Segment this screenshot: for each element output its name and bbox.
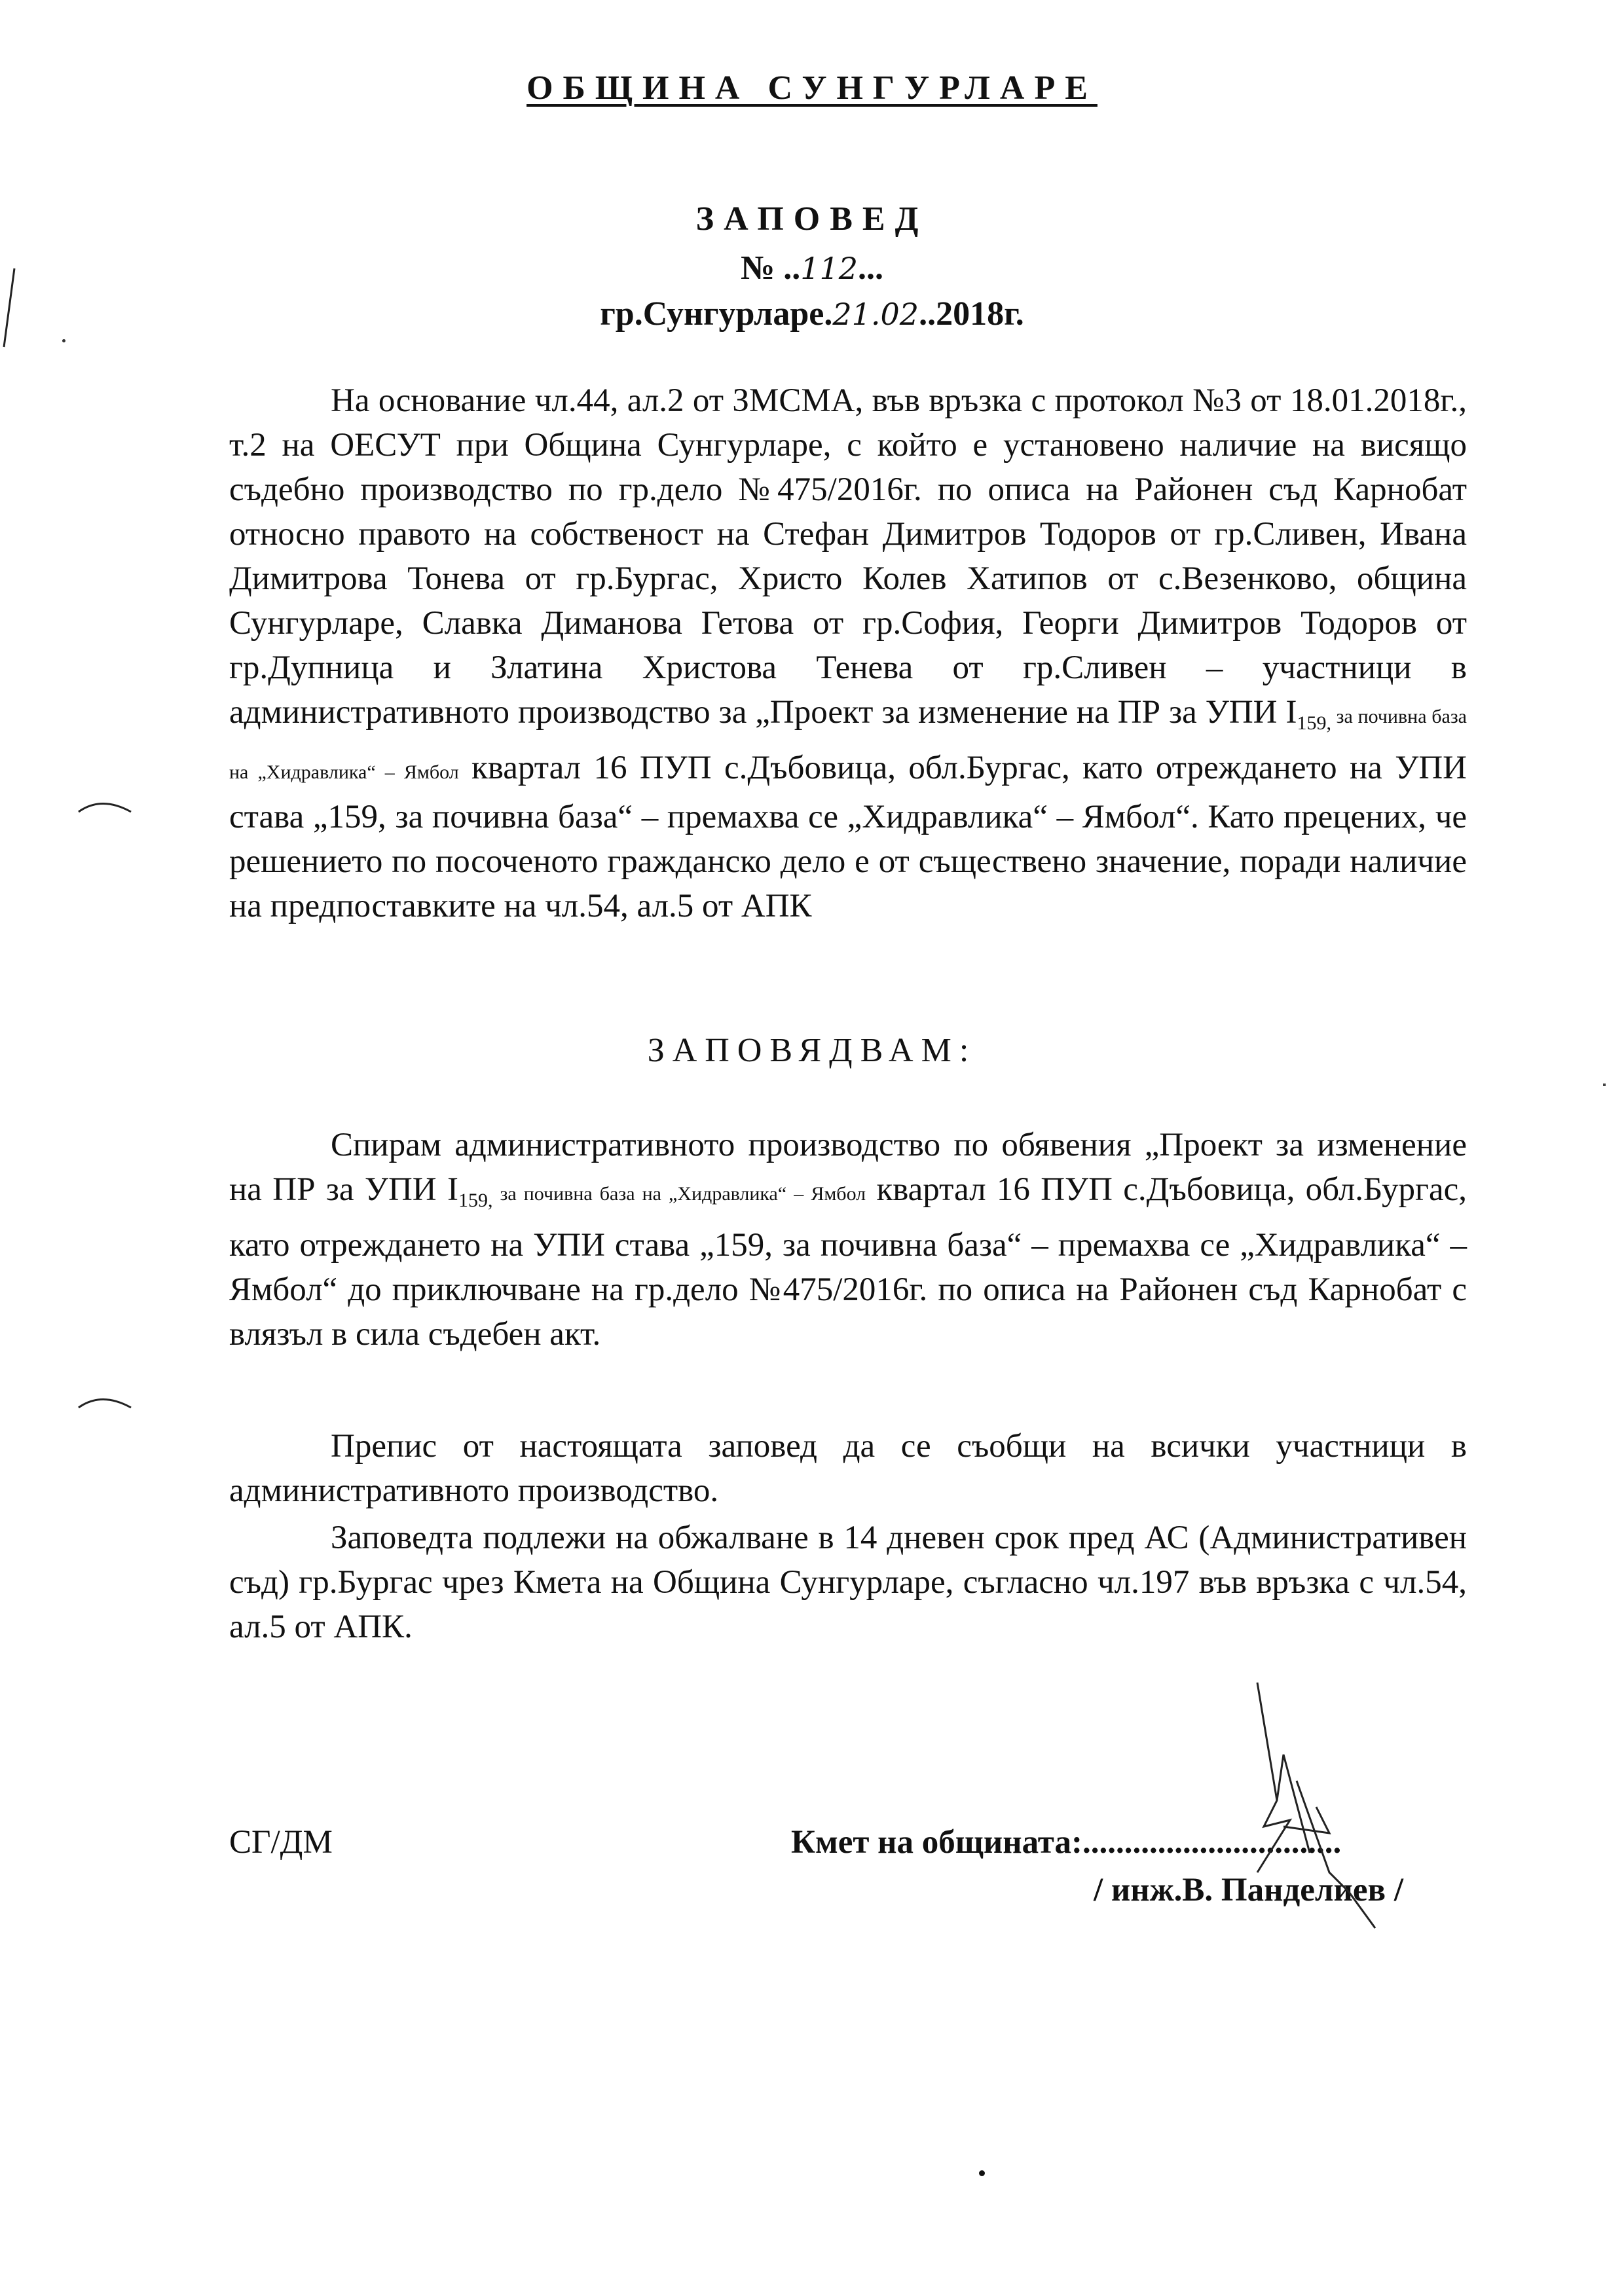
order-year: ..2018г. bbox=[919, 295, 1024, 333]
order-place-date bbox=[0, 295, 1624, 333]
order-date-handwritten: 21.02 bbox=[832, 297, 919, 332]
notice-paragraph: Препис от настоящата заповед да се съобщи на всички участници в административното производство. bbox=[229, 1428, 1467, 1509]
order-place: гр.Сунгурларе. bbox=[600, 295, 833, 333]
punch-hole-mark bbox=[75, 1388, 134, 1414]
order-number-handwritten: 112 bbox=[800, 251, 858, 286]
handwritten-signature bbox=[1218, 1676, 1388, 1931]
order-title: ЗАПОВЕД bbox=[695, 200, 929, 238]
preamble-text-a: На основание чл.44, ал.2 от ЗМСМА, във връзка с протокол №3 от 18.01.2018г., т.2 на ОЕСУТ при Община Сунгурларе, с който е установено наличие на висящо съдебно производство по гр.дело №475/2016г. по описа на Районен съд Карнобат относно правото на собственост на Стефан Димитров Тодоров от гр.Сливен, Ивана Димитрова Тонева от гр.Бургас, Христо Колев Хатипов от с.Везенково, община Сунгурларе, Славка Диманова Гетова от гр.София, Георги Димитров Тодоров от гр.Дупница и Златина Христова Тенева от гр.Сливен – участници в административното производство за „Проект за изменение на ПР за УПИ I bbox=[229, 382, 1467, 731]
mayor-signature-line: Кмет на общината:............................... bbox=[791, 1824, 1342, 1861]
preamble-text-b: квартал 16 ПУП с.Дъбовица, обл.Бургас, като отреждането на УПИ става „159, за почивна база“ – премахва се „Хидравлика“ – Ямбол“. Като прецених, че решението по посоченото гражданско дело е от съществено значение, поради наличие на предпоставките на чл.54, ал.5 от АПК bbox=[229, 750, 1467, 924]
order-text-b: квартал 16 ПУП с.Дъбовица, обл.Бургас, като отреждането на УПИ става „159, за почивна база“ – премахва се „Хидравлика“ – Ямбол“ до приключване на гр.дело №475/2016г. по описа на Районен съд Карнобат с влязъл в сила съдебен акт. bbox=[229, 1171, 1467, 1353]
order-paragraph bbox=[229, 1123, 1467, 1357]
order-text-a: Спирам административното производство по обявения „Проект за изменение на ПР за УПИ I bbox=[229, 1127, 1467, 1208]
mayor-name: / инж.В. Панделиев / bbox=[1094, 1872, 1404, 1908]
order-number-prefix: № .. bbox=[740, 249, 801, 287]
preamble-small-text: за почивна база на „Хидравлика“ – Ямбол bbox=[229, 706, 1467, 783]
scan-dot bbox=[62, 339, 65, 342]
order-number bbox=[0, 249, 1624, 287]
preamble-subscript: 159, bbox=[1297, 712, 1331, 734]
order-heading: ЗАПОВЯДВАМ: bbox=[647, 1032, 977, 1069]
punch-hole-mark bbox=[75, 792, 134, 818]
scan-mark bbox=[0, 265, 20, 350]
preamble-paragraph bbox=[229, 378, 1467, 928]
order-number-suffix: ... bbox=[858, 249, 884, 287]
scan-dot bbox=[1603, 1084, 1606, 1086]
order-small-text: за почивна база на „Хидравлика“ – Ямбол bbox=[492, 1183, 866, 1205]
scan-dot bbox=[979, 2170, 985, 2176]
initials: СГ/ДМ bbox=[229, 1824, 333, 1861]
order-subscript: 159, bbox=[458, 1190, 493, 1211]
municipality-header: ОБЩИНА СУНГУРЛАРЕ bbox=[526, 69, 1098, 107]
appeal-paragraph: Заповедта подлежи на обжалване в 14 дневен срок пред АС (Административен съд) гр.Бургас чрез Кмета на Община Сунгурларе, съгласно чл.197 във връзка с чл.54, ал.5 от АПК. bbox=[229, 1520, 1467, 1645]
